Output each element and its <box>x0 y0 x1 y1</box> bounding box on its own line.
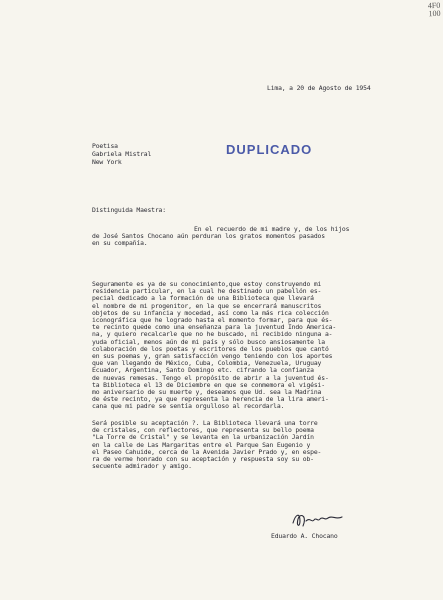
paragraph-2-line: en sus poemas y, gran satisfacción vengo teniendo con los aportes <box>92 352 333 361</box>
paragraph-2-line: el nombre de mi progenitor, en la que se encerrará manuscritos <box>92 301 322 310</box>
paragraph-2-line: yuda oficial, menos aún de mi país y sólo busco ansiosamente la <box>92 337 325 346</box>
paragraph-2-line: te recinto quede como una enseñanza para la juventud Indo America- <box>92 323 337 332</box>
paragraph-3-line: ra de verme honrado con su aceptación y respuesta soy su ob- <box>92 455 314 464</box>
paragraph-3 <box>92 420 321 470</box>
archive-reference <box>427 2 440 18</box>
handwritten-signature-mark <box>290 509 346 531</box>
paragraph-2-line: Seguramente es ya de su conocimiento,que estoy construyendo mi <box>92 280 322 288</box>
paragraph-3-line: "La Torre de Cristal" y se levanta en la urbanización Jardín <box>92 433 314 442</box>
paragraph-2-line: de éste recinto, ya que representa la herencia de la lira ameri- <box>92 395 329 404</box>
paragraph-3-line: el Paseo Cahuide, cerca de la Avenida Javier Prado y, en espe- <box>92 447 322 456</box>
paragraph-2-line: objetos de su infancia y mocedad, así como la más rica colección <box>92 308 329 317</box>
paragraph-1-line: en su compañía. <box>92 239 148 248</box>
paragraph-3-line: secuente admirador y amigo. <box>92 462 192 471</box>
paragraph-1-line: de José Santos Chocano aún perduran los gratos momentos pasados <box>92 232 325 241</box>
paragraph-1-line: En el recuerdo de mi madre y, de los hijos <box>194 225 350 233</box>
recipient-name: Gabriela Mistral <box>92 150 152 158</box>
paragraph-2-line: mo aniversario de su muerte y, deseamos que Ud. sea la Madrina <box>92 388 322 397</box>
paragraph-3-line: Será posible su aceptación ?. La Biblioteca llevará una torre <box>92 419 318 427</box>
signature-name: Eduardo A. Chocano <box>271 532 338 540</box>
paragraph-2-line: na, y quiero recalcarle que no he buscado, ni recibido ninguna a- <box>92 330 333 339</box>
paragraph-2-line: de nuevas remesas. Tengo el propósito de abrir a la juventud és- <box>92 373 329 382</box>
paragraph-1 <box>0 226 349 248</box>
paragraph-2-line: colaboración de los poetas y escritores de los pueblos que cantó <box>92 344 329 353</box>
archive-reference-top: 4F0 <box>427 0 440 11</box>
paragraph-2 <box>92 281 336 411</box>
recipient-title: Poetisa <box>92 142 118 150</box>
paragraph-2-line: pecial dedicado a la formación de una Biblioteca que llevará <box>92 294 314 303</box>
paragraph-3-line: de cristales, con reflectores, que representa su bello poema <box>92 426 314 435</box>
paragraph-2-line: residencia particular, en la cual he destinado un pabellón es- <box>92 287 322 296</box>
duplicado-stamp: DUPLICADO <box>226 142 313 157</box>
paragraph-2-line: ta Biblioteca el 13 de Diciembre en que se conmemora el vigési- <box>92 380 325 389</box>
paragraph-2-line: cana que mi padre se sentía orgulloso al recordarla. <box>92 402 285 411</box>
paragraph-3-line: en la calle de Las Margaritas entre el Parque San Eugenio y <box>92 440 311 449</box>
salutation: Distinguida Maestra: <box>92 206 166 214</box>
paragraph-2-line: que van llegando de México, Cuba, Colombia, Venezuela, Uruguay <box>92 359 322 368</box>
paragraph-2-line: iconográfica que he logrado hasta el momento formar, para que és- <box>92 316 333 325</box>
paragraph-2-line: Ecuador, Argentina, Santo Domingo etc. cifrando la confianza <box>92 366 314 375</box>
date-line: Lima, a 20 de Agosto de 1954 <box>267 84 371 92</box>
archive-reference-bottom: 100 <box>427 8 441 19</box>
recipient-city: New York <box>92 158 122 166</box>
